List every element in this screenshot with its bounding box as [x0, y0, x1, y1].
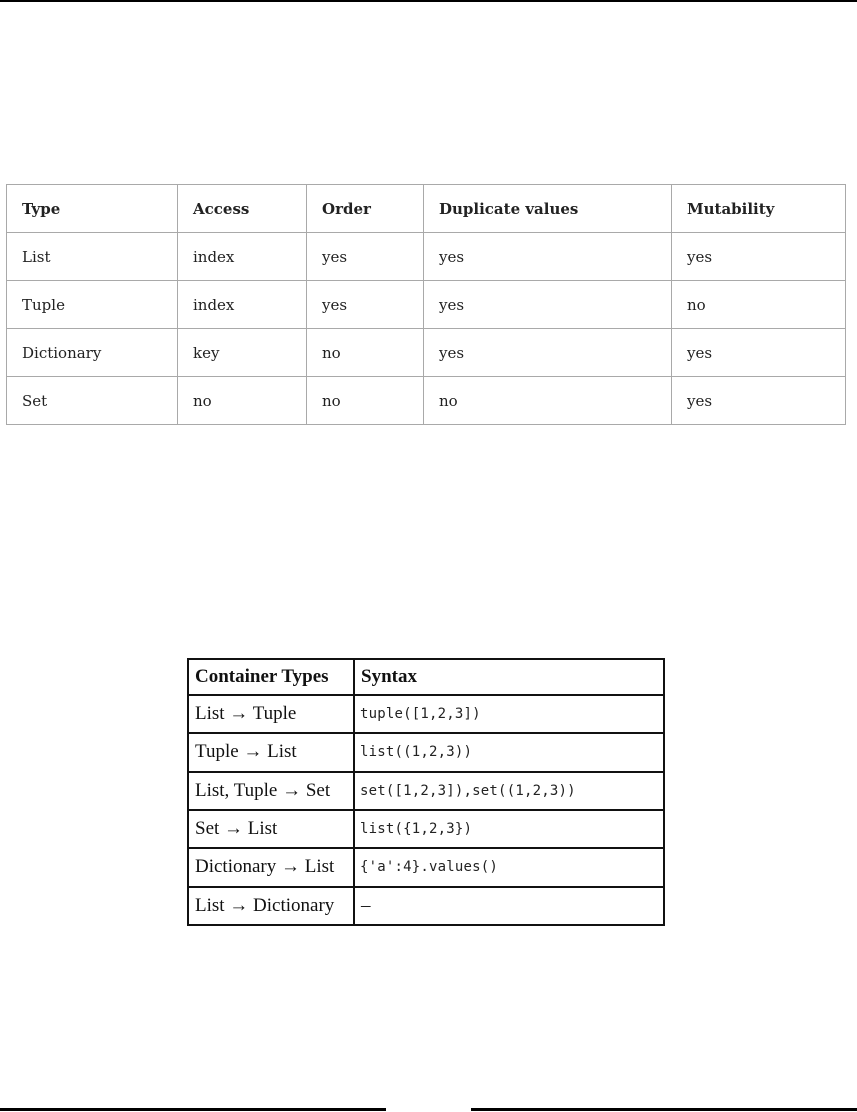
table-cell: yes — [424, 281, 672, 329]
conversion-syntax: {'a':4}.values() — [354, 848, 664, 886]
table-cell: no — [178, 377, 307, 425]
container-properties-table — [6, 184, 846, 425]
table-cell: Dictionary — [7, 329, 178, 377]
table-row — [7, 329, 846, 377]
column-header-duplicate-values: Duplicate values — [424, 185, 672, 233]
table-row — [188, 733, 664, 771]
bottom-rule-right — [471, 1108, 857, 1111]
conversion-label: Tuple → List — [188, 733, 354, 771]
table-cell: no — [307, 377, 424, 425]
table-row — [188, 772, 664, 810]
table-cell: Set — [7, 377, 178, 425]
table-cell: yes — [424, 233, 672, 281]
table-row — [7, 233, 846, 281]
table-row — [188, 810, 664, 848]
table-cell: List — [7, 233, 178, 281]
table-cell: index — [178, 233, 307, 281]
top-rule — [0, 0, 857, 2]
column-header-syntax: Syntax — [354, 659, 664, 695]
conversion-syntax: list({1,2,3}) — [354, 810, 664, 848]
conversion-syntax: set([1,2,3]),set((1,2,3)) — [354, 772, 664, 810]
conversion-label: List → Dictionary — [188, 887, 354, 925]
table-cell: key — [178, 329, 307, 377]
table-header-row — [188, 659, 664, 695]
table-row — [7, 281, 846, 329]
table-cell: yes — [672, 377, 846, 425]
conversion-label: Set → List — [188, 810, 354, 848]
column-header-mutability: Mutability — [672, 185, 846, 233]
table-row — [188, 887, 664, 925]
table-cell: Tuple — [7, 281, 178, 329]
column-header-container-types: Container Types — [188, 659, 354, 695]
table-cell: no — [307, 329, 424, 377]
conversion-label: Dictionary → List — [188, 848, 354, 886]
column-header-order: Order — [307, 185, 424, 233]
type-conversion-table — [187, 658, 665, 926]
conversion-syntax: tuple([1,2,3]) — [354, 695, 664, 733]
table-cell: yes — [307, 233, 424, 281]
table-cell: yes — [424, 329, 672, 377]
table-cell: yes — [672, 329, 846, 377]
conversion-label: List, Tuple → Set — [188, 772, 354, 810]
conversion-syntax: – — [354, 887, 664, 925]
table-cell: no — [424, 377, 672, 425]
conversion-label: List → Tuple — [188, 695, 354, 733]
table-cell: no — [672, 281, 846, 329]
table-cell: yes — [672, 233, 846, 281]
column-header-access: Access — [178, 185, 307, 233]
table-row — [188, 848, 664, 886]
table-row — [7, 377, 846, 425]
bottom-rule-left — [0, 1108, 386, 1111]
column-header-type: Type — [7, 185, 178, 233]
table-cell: yes — [307, 281, 424, 329]
table-header-row — [7, 185, 846, 233]
table-row — [188, 695, 664, 733]
conversion-syntax: list((1,2,3)) — [354, 733, 664, 771]
table-cell: index — [178, 281, 307, 329]
